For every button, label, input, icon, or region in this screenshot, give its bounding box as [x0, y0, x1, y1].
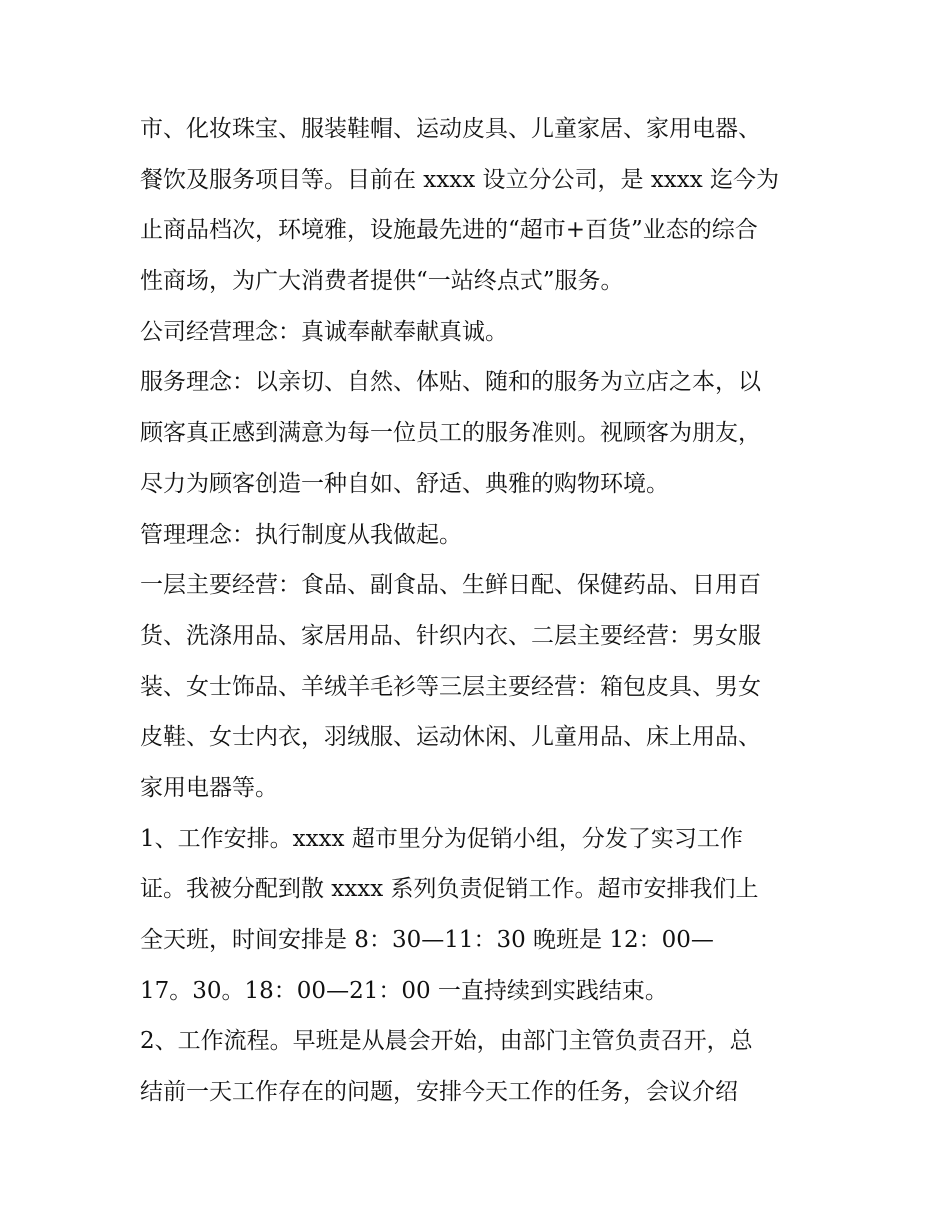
- text-line: 全天班，时间安排是 8：30—11：30 晚班是 12：00—: [140, 927, 714, 953]
- text-line: 皮鞋、女士内衣，羽绒服、运动休闲、儿童用品、床上用品、: [140, 724, 761, 751]
- text-line: 1、工作安排。xxxx 超市里分为促销小组，分发了实习工作: [140, 825, 743, 852]
- text-line: 2、工作流程。早班是从晨会开始，由部门主管负责召开，总: [140, 1028, 753, 1055]
- text-line: 证。我被分配到散 xxxx 系列负责促销工作。超市安排我们上: [140, 876, 759, 903]
- text-line: 服务理念：以亲切、自然、体贴、随和的服务为立店之本，以: [140, 369, 761, 396]
- text-line: 顾客真正感到满意为每一位员工的服务准则。视顾客为朋友，: [140, 420, 761, 447]
- text-line: 17。30。18：00—21：00 一直持续到实践结束。: [140, 977, 668, 1004]
- text-line: 性商场，为广大消费者提供“一站终点式”服务。: [140, 268, 624, 295]
- text-line: 装、女士饰品、羊绒羊毛衫等三层主要经营：箱包皮具、男女: [140, 673, 761, 700]
- text-line: 货、洗涤用品、家居用品、针织内衣、二层主要经营：男女服: [140, 622, 761, 649]
- text-line: 公司经营理念：真诚奉献奉献真诚。: [140, 318, 508, 345]
- text-line: 市、化妆珠宝、服装鞋帽、运动皮具、儿童家居、家用电器、: [140, 116, 761, 142]
- text-line: 一层主要经营：食品、副食品、生鲜日配、保健药品、日用百: [140, 572, 761, 599]
- text-line: 家用电器等。: [140, 774, 278, 801]
- text-line: 管理理念：执行制度从我做起。: [140, 521, 462, 548]
- text-line: 结前一天工作存在的问题，安排今天工作的任务，会议介绍: [140, 1079, 738, 1106]
- text-line: 餐饮及服务项目等。目前在 xxxx 设立分公司，是 xxxx 迄今为: [140, 166, 780, 193]
- document-body: [140, 104, 812, 1118]
- text-line: 尽力为顾客创造一种自如、舒适、典雅的购物环境。: [140, 470, 669, 497]
- text-line: 止商品档次，环境雅，设施最先进的“超市+百货”业态的综合: [140, 217, 758, 244]
